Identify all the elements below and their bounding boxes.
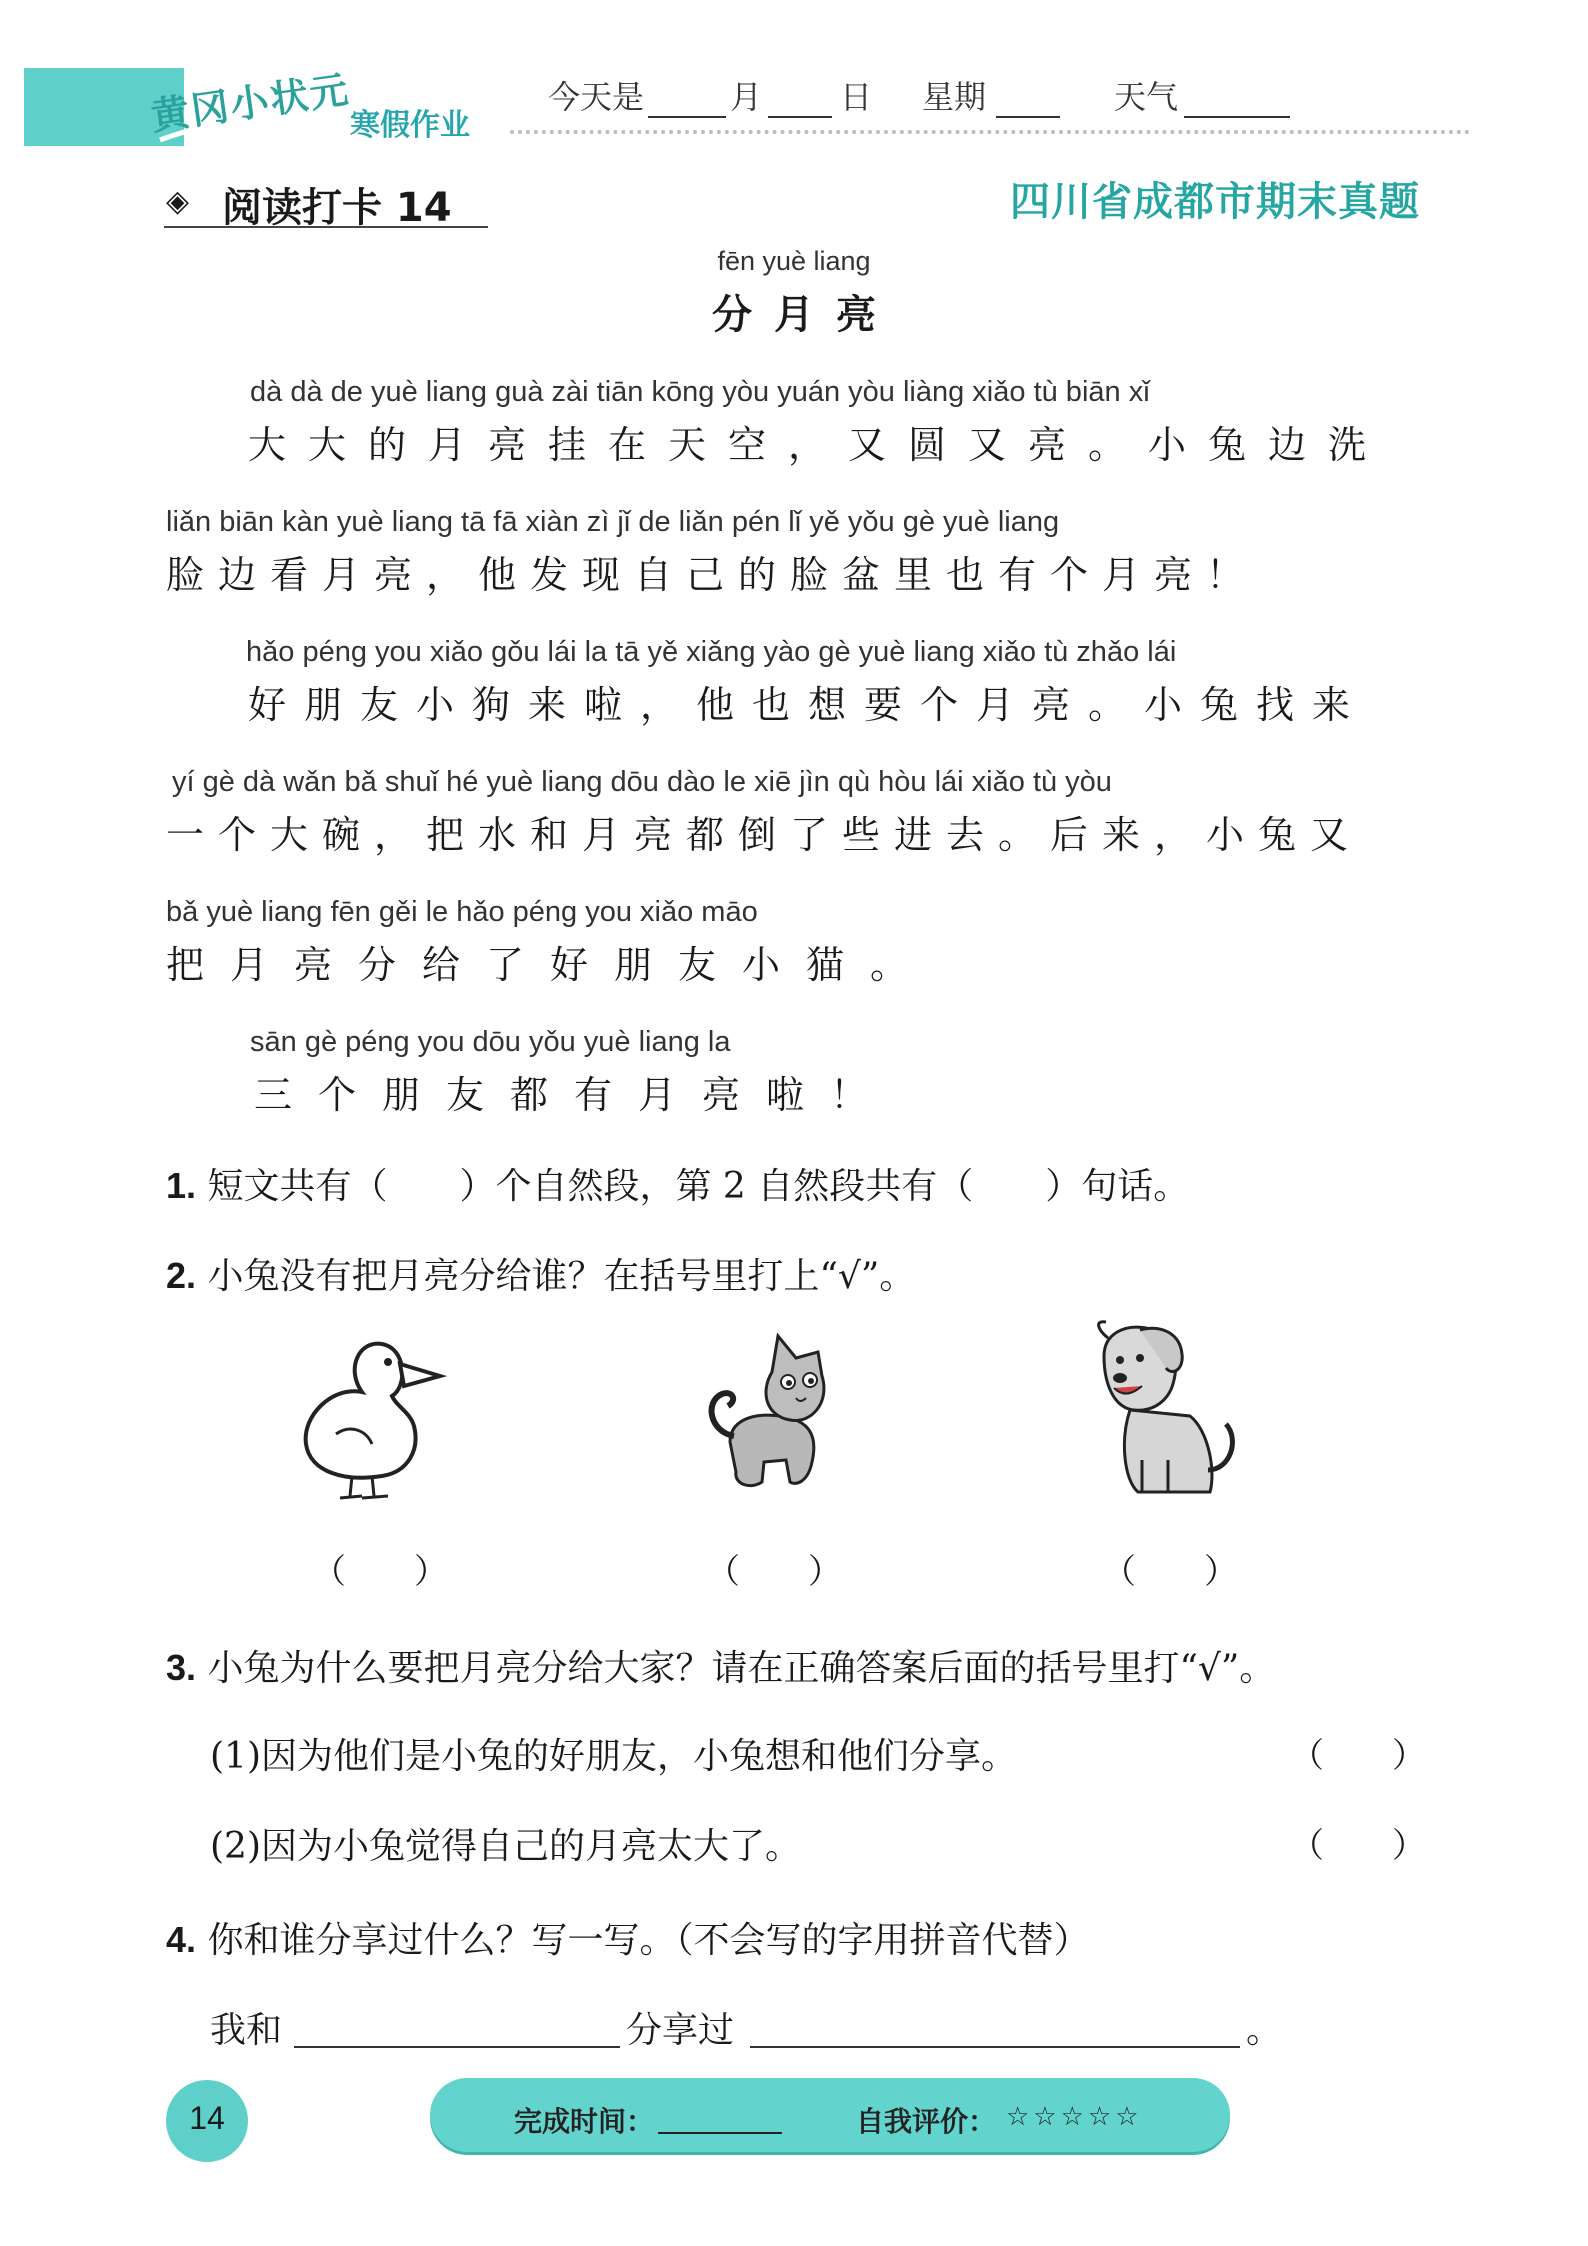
question-text: 小兔为什么要把月亮分给大家？请在正确答案后面的括号里打“√”。 bbox=[207, 1648, 1276, 1689]
answer-prefix: 我和 bbox=[210, 2010, 283, 2051]
today-label: 今天是 bbox=[548, 78, 645, 116]
section-underline bbox=[164, 226, 488, 228]
rating-stars[interactable]: ☆☆☆☆☆ bbox=[1006, 2102, 1143, 2132]
story-text-line: 大大的月亮挂在天空，又圆又亮。小兔边洗 bbox=[248, 423, 1389, 467]
diamond-icon: ◈ bbox=[166, 184, 190, 219]
month-label: 月 bbox=[730, 78, 763, 116]
answer-middle: 分享过 bbox=[626, 2010, 735, 2051]
question-number: 1. bbox=[166, 1165, 197, 1206]
story-text-line: 好朋友小狗来啦，他也想要个月亮。小兔找来 bbox=[248, 683, 1369, 727]
answer-paren-option-2[interactable]: （ ） bbox=[1290, 1826, 1426, 1866]
question-text: 短文共有（ ）个自然段，第 2 自然段共有（ ）句话。 bbox=[207, 1166, 1190, 1207]
brand-subtitle: 寒假作业 bbox=[350, 108, 470, 143]
story-text-line: 脸边看月亮，他发现自己的脸盆里也有个月亮！ bbox=[166, 553, 1259, 597]
question-2 bbox=[166, 1248, 915, 1299]
answer-suffix: 。 bbox=[1246, 2010, 1283, 2051]
month-blank[interactable] bbox=[648, 80, 726, 118]
story-text-line: 三个朋友都有月亮啦！ bbox=[254, 1073, 895, 1117]
header-divider bbox=[510, 130, 1470, 134]
question-text: 小兔没有把月亮分给谁？在括号里打上“√”。 bbox=[207, 1256, 916, 1297]
question-3 bbox=[166, 1640, 1275, 1691]
story-pinyin-line: sān gè péng you dōu yǒu yuè liang la bbox=[250, 1026, 731, 1058]
story-pinyin-line: hǎo péng you xiǎo gǒu lái la tā yě xiǎng yào gè yuè liang xiǎo tù zhǎo lái bbox=[246, 636, 1177, 668]
question-number: 3. bbox=[166, 1647, 197, 1688]
day-label: 日 bbox=[840, 78, 873, 116]
story-text-line: 把月亮分给了好朋友小猫。 bbox=[166, 943, 935, 987]
question-1 bbox=[166, 1158, 1189, 1209]
section-title: 阅读打卡 14 bbox=[222, 185, 452, 231]
finish-time-blank[interactable] bbox=[658, 2100, 782, 2134]
option-2: (2)因为小兔觉得自己的月亮太大了。 bbox=[210, 1826, 801, 1867]
self-rating-label: 自我评价： bbox=[856, 2105, 997, 2138]
story-text-line: 一个大碗，把水和月亮都倒了些进去。后来，小兔又 bbox=[166, 813, 1363, 857]
question-number: 2. bbox=[166, 1255, 197, 1296]
page-number: 14 bbox=[189, 2100, 225, 2136]
answer-paren-dog[interactable]: （ ） bbox=[1102, 1552, 1238, 1592]
answer-paren-duck[interactable]: （ ） bbox=[312, 1552, 448, 1592]
story-pinyin-line: dà dà de yuè liang guà zài tiān kōng yòu yuán yòu liàng xiǎo tù biān xǐ bbox=[250, 376, 1150, 408]
question-4 bbox=[166, 1912, 1090, 1963]
source-tag: 四川省成都市期末真题 bbox=[1010, 179, 1420, 225]
answer-paren-option-1[interactable]: （ ） bbox=[1290, 1736, 1426, 1776]
story-pinyin-line: liǎn biān kàn yuè liang tā fā xiàn zì jǐ de liǎn pén lǐ yě yǒu gè yuè liang bbox=[166, 506, 1060, 538]
weekday-blank[interactable] bbox=[996, 80, 1060, 118]
story-title-pinyin: fēn yuè liang bbox=[717, 246, 871, 276]
option-1: (1)因为他们是小兔的好朋友，小兔想和他们分享。 bbox=[210, 1736, 1017, 1777]
weather-blank[interactable] bbox=[1184, 80, 1290, 118]
day-blank[interactable] bbox=[768, 80, 832, 118]
weather-label: 天气 bbox=[1114, 78, 1179, 116]
duck-icon bbox=[296, 1326, 452, 1502]
dog-icon bbox=[1090, 1320, 1250, 1502]
cat-icon bbox=[700, 1332, 850, 1494]
answer-blank-thing[interactable] bbox=[750, 2002, 1240, 2048]
question-text: 你和谁分享过什么？写一写。（不会写的字用拼音代替） bbox=[207, 1920, 1090, 1961]
story-pinyin-line: yí gè dà wǎn bǎ shuǐ hé yuè liang dōu dào le xiē jìn qù hòu lái xiǎo tù yòu bbox=[172, 766, 1112, 798]
answer-paren-cat[interactable]: （ ） bbox=[706, 1552, 842, 1592]
brand-logo-text: 黄冈小状元 bbox=[148, 67, 353, 139]
finish-time-label: 完成时间： bbox=[514, 2105, 655, 2138]
story-pinyin-line: bǎ yuè liang fēn gěi le hǎo péng you xiǎo māo bbox=[166, 896, 758, 928]
question-number: 4. bbox=[166, 1919, 197, 1960]
story-title: 分月亮 bbox=[712, 291, 898, 338]
weekday-label: 星期 bbox=[922, 78, 987, 116]
answer-blank-person[interactable] bbox=[294, 2002, 620, 2048]
